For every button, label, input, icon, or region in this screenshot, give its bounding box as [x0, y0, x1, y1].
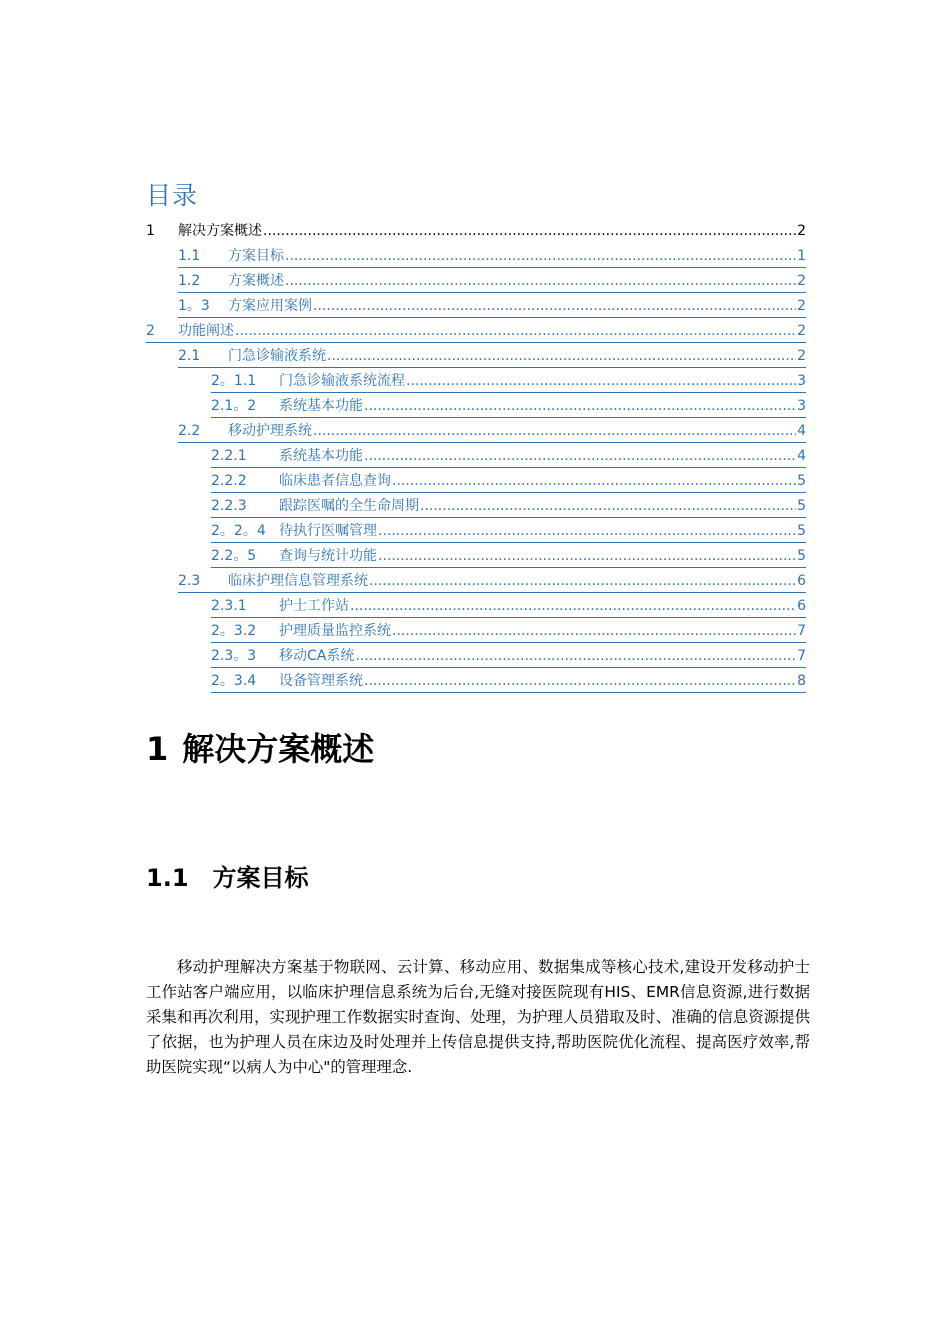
toc-leader-dots — [285, 246, 796, 267]
toc-entry-number: 1。3 — [178, 298, 210, 314]
toc-entry-label: 门急诊输液系统 — [228, 348, 326, 364]
toc-entry[interactable] — [146, 296, 806, 321]
toc-leader-dots — [364, 671, 796, 692]
toc-leader-dots — [235, 321, 796, 342]
toc-entry-number: 2.2.1 — [211, 448, 247, 464]
toc-entry[interactable] — [146, 671, 806, 696]
toc-entry[interactable] — [146, 421, 806, 446]
heading-text: 解决方案概述 — [182, 730, 375, 768]
toc-entry-number: 2.1。2 — [211, 398, 257, 414]
toc-entry-page: 2 — [797, 273, 806, 289]
toc-entry-page: 7 — [797, 648, 806, 664]
toc-entry[interactable] — [146, 246, 806, 271]
toc-entry-number: 2。1.1 — [211, 373, 257, 389]
toc-entry-number: 1 — [146, 223, 155, 239]
table-of-contents — [146, 221, 806, 696]
toc-entry-label: 护理质量监控系统 — [279, 623, 391, 639]
toc-title: 目录 — [146, 181, 199, 210]
toc-entry-label: 临床患者信息查询 — [279, 473, 391, 489]
toc-entry-label: 系统基本功能 — [279, 398, 363, 414]
toc-entry-page: 5 — [797, 523, 806, 539]
toc-entry-page: 7 — [797, 623, 806, 639]
toc-entry-page: 4 — [797, 448, 806, 464]
heading-number: 1.1 — [146, 864, 189, 892]
toc-entry-number: 2.2 — [178, 423, 201, 439]
toc-entry-page: 5 — [797, 498, 806, 514]
toc-leader-dots — [364, 396, 796, 417]
toc-entry-number: 2.2。5 — [211, 548, 257, 564]
toc-entry[interactable] — [146, 271, 806, 296]
toc-entry-page: 1 — [797, 248, 806, 264]
toc-entry-label: 方案概述 — [228, 273, 284, 289]
toc-entry[interactable] — [146, 646, 806, 671]
toc-entry-page: 6 — [797, 598, 806, 614]
toc-entry[interactable] — [146, 571, 806, 596]
toc-entry-label: 解决方案概述 — [178, 223, 262, 239]
toc-entry-label: 设备管理系统 — [279, 673, 363, 689]
toc-entry[interactable] — [146, 371, 806, 396]
toc-entry-number: 2 — [146, 323, 155, 339]
toc-entry-label: 方案应用案例 — [228, 298, 312, 314]
toc-entry-number: 2.3 — [178, 573, 201, 589]
toc-entry-page: 8 — [797, 673, 806, 689]
toc-entry[interactable] — [146, 446, 806, 471]
toc-leader-dots — [355, 646, 796, 667]
toc-entry-number: 2。2。4 — [211, 523, 266, 539]
toc-entry-page: 4 — [797, 423, 806, 439]
toc-leader-dots — [392, 471, 796, 492]
toc-entry[interactable] — [146, 496, 806, 521]
toc-leader-dots — [420, 496, 796, 517]
toc-entry-label: 护士工作站 — [279, 598, 349, 614]
toc-entry[interactable] — [146, 346, 806, 371]
toc-entry[interactable] — [146, 321, 806, 346]
toc-leader-dots — [369, 571, 796, 592]
toc-entry-number: 2。3.2 — [211, 623, 257, 639]
toc-entry-page: 6 — [797, 573, 806, 589]
toc-leader-dots — [378, 521, 796, 542]
heading-text: 方案目标 — [212, 864, 309, 892]
toc-entry-label: 移动CA系统 — [279, 648, 355, 664]
toc-entry[interactable] — [146, 221, 806, 246]
toc-leader-dots — [313, 421, 796, 442]
toc-entry[interactable] — [146, 521, 806, 546]
toc-entry-page: 5 — [797, 548, 806, 564]
toc-entry[interactable] — [146, 471, 806, 496]
toc-entry-number: 2.3.1 — [211, 598, 247, 614]
body-paragraph: 移动护理解决方案基于物联网、云计算、移动应用、数据集成等核心技术,建设开发移动护士工作站客户端应用，以临床护理信息系统为后台,无缝对接医院现有HIS、EMR信息资源,进行数据采集和再次利用，实现护理工作数据实时查询、处理，为护理人员猎取及时、准确的信息资源提供了依据，也为护理人员在床边及时处理并上传信息提供支持,帮助医院优化流程、提高医疗效率,帮助医院实现“以病人为中心"的管理理念. — [146, 958, 810, 1077]
toc-leader-dots — [263, 221, 796, 242]
section-heading-1 — [146, 724, 374, 770]
toc-entry-number: 2.3。3 — [211, 648, 257, 664]
toc-entry-number: 1.2 — [178, 273, 201, 289]
toc-entry-page: 3 — [797, 398, 806, 414]
heading-number: 1 — [146, 730, 169, 768]
toc-entry-number: 2.2.2 — [211, 473, 247, 489]
toc-entry-page: 2 — [797, 223, 806, 239]
toc-entry-number: 1.1 — [178, 248, 201, 264]
toc-entry-label: 功能阐述 — [178, 323, 234, 339]
toc-entry-label: 系统基本功能 — [279, 448, 363, 464]
toc-entry-number: 2.1 — [178, 348, 201, 364]
toc-entry-label: 待执行医嘱管理 — [279, 523, 377, 539]
toc-leader-dots — [406, 371, 796, 392]
toc-leader-dots — [350, 596, 796, 617]
toc-entry-label: 方案目标 — [228, 248, 284, 264]
toc-entry-page: 2 — [797, 348, 806, 364]
section-heading-1-1 — [146, 858, 309, 893]
toc-entry-number: 2。3.4 — [211, 673, 257, 689]
toc-leader-dots — [392, 621, 796, 642]
toc-entry[interactable] — [146, 596, 806, 621]
toc-entry-page: 5 — [797, 473, 806, 489]
toc-leader-dots — [378, 546, 796, 567]
toc-entry-page: 2 — [797, 323, 806, 339]
toc-entry-label: 门急诊输液系统流程 — [279, 373, 405, 389]
toc-entry-label: 跟踪医嘱的全生命周期 — [279, 498, 419, 514]
toc-entry[interactable] — [146, 546, 806, 571]
toc-entry[interactable] — [146, 621, 806, 646]
toc-leader-dots — [364, 446, 796, 467]
toc-entry-page: 2 — [797, 298, 806, 314]
toc-entry[interactable] — [146, 396, 806, 421]
toc-entry-label: 移动护理系统 — [228, 423, 312, 439]
toc-leader-dots — [313, 296, 796, 317]
toc-entry-label: 查询与统计功能 — [279, 548, 377, 564]
toc-leader-dots — [285, 271, 796, 292]
toc-entry-number: 2.2.3 — [211, 498, 247, 514]
toc-entry-label: 临床护理信息管理系统 — [228, 573, 368, 589]
toc-leader-dots — [327, 346, 796, 367]
toc-entry-page: 3 — [797, 373, 806, 389]
